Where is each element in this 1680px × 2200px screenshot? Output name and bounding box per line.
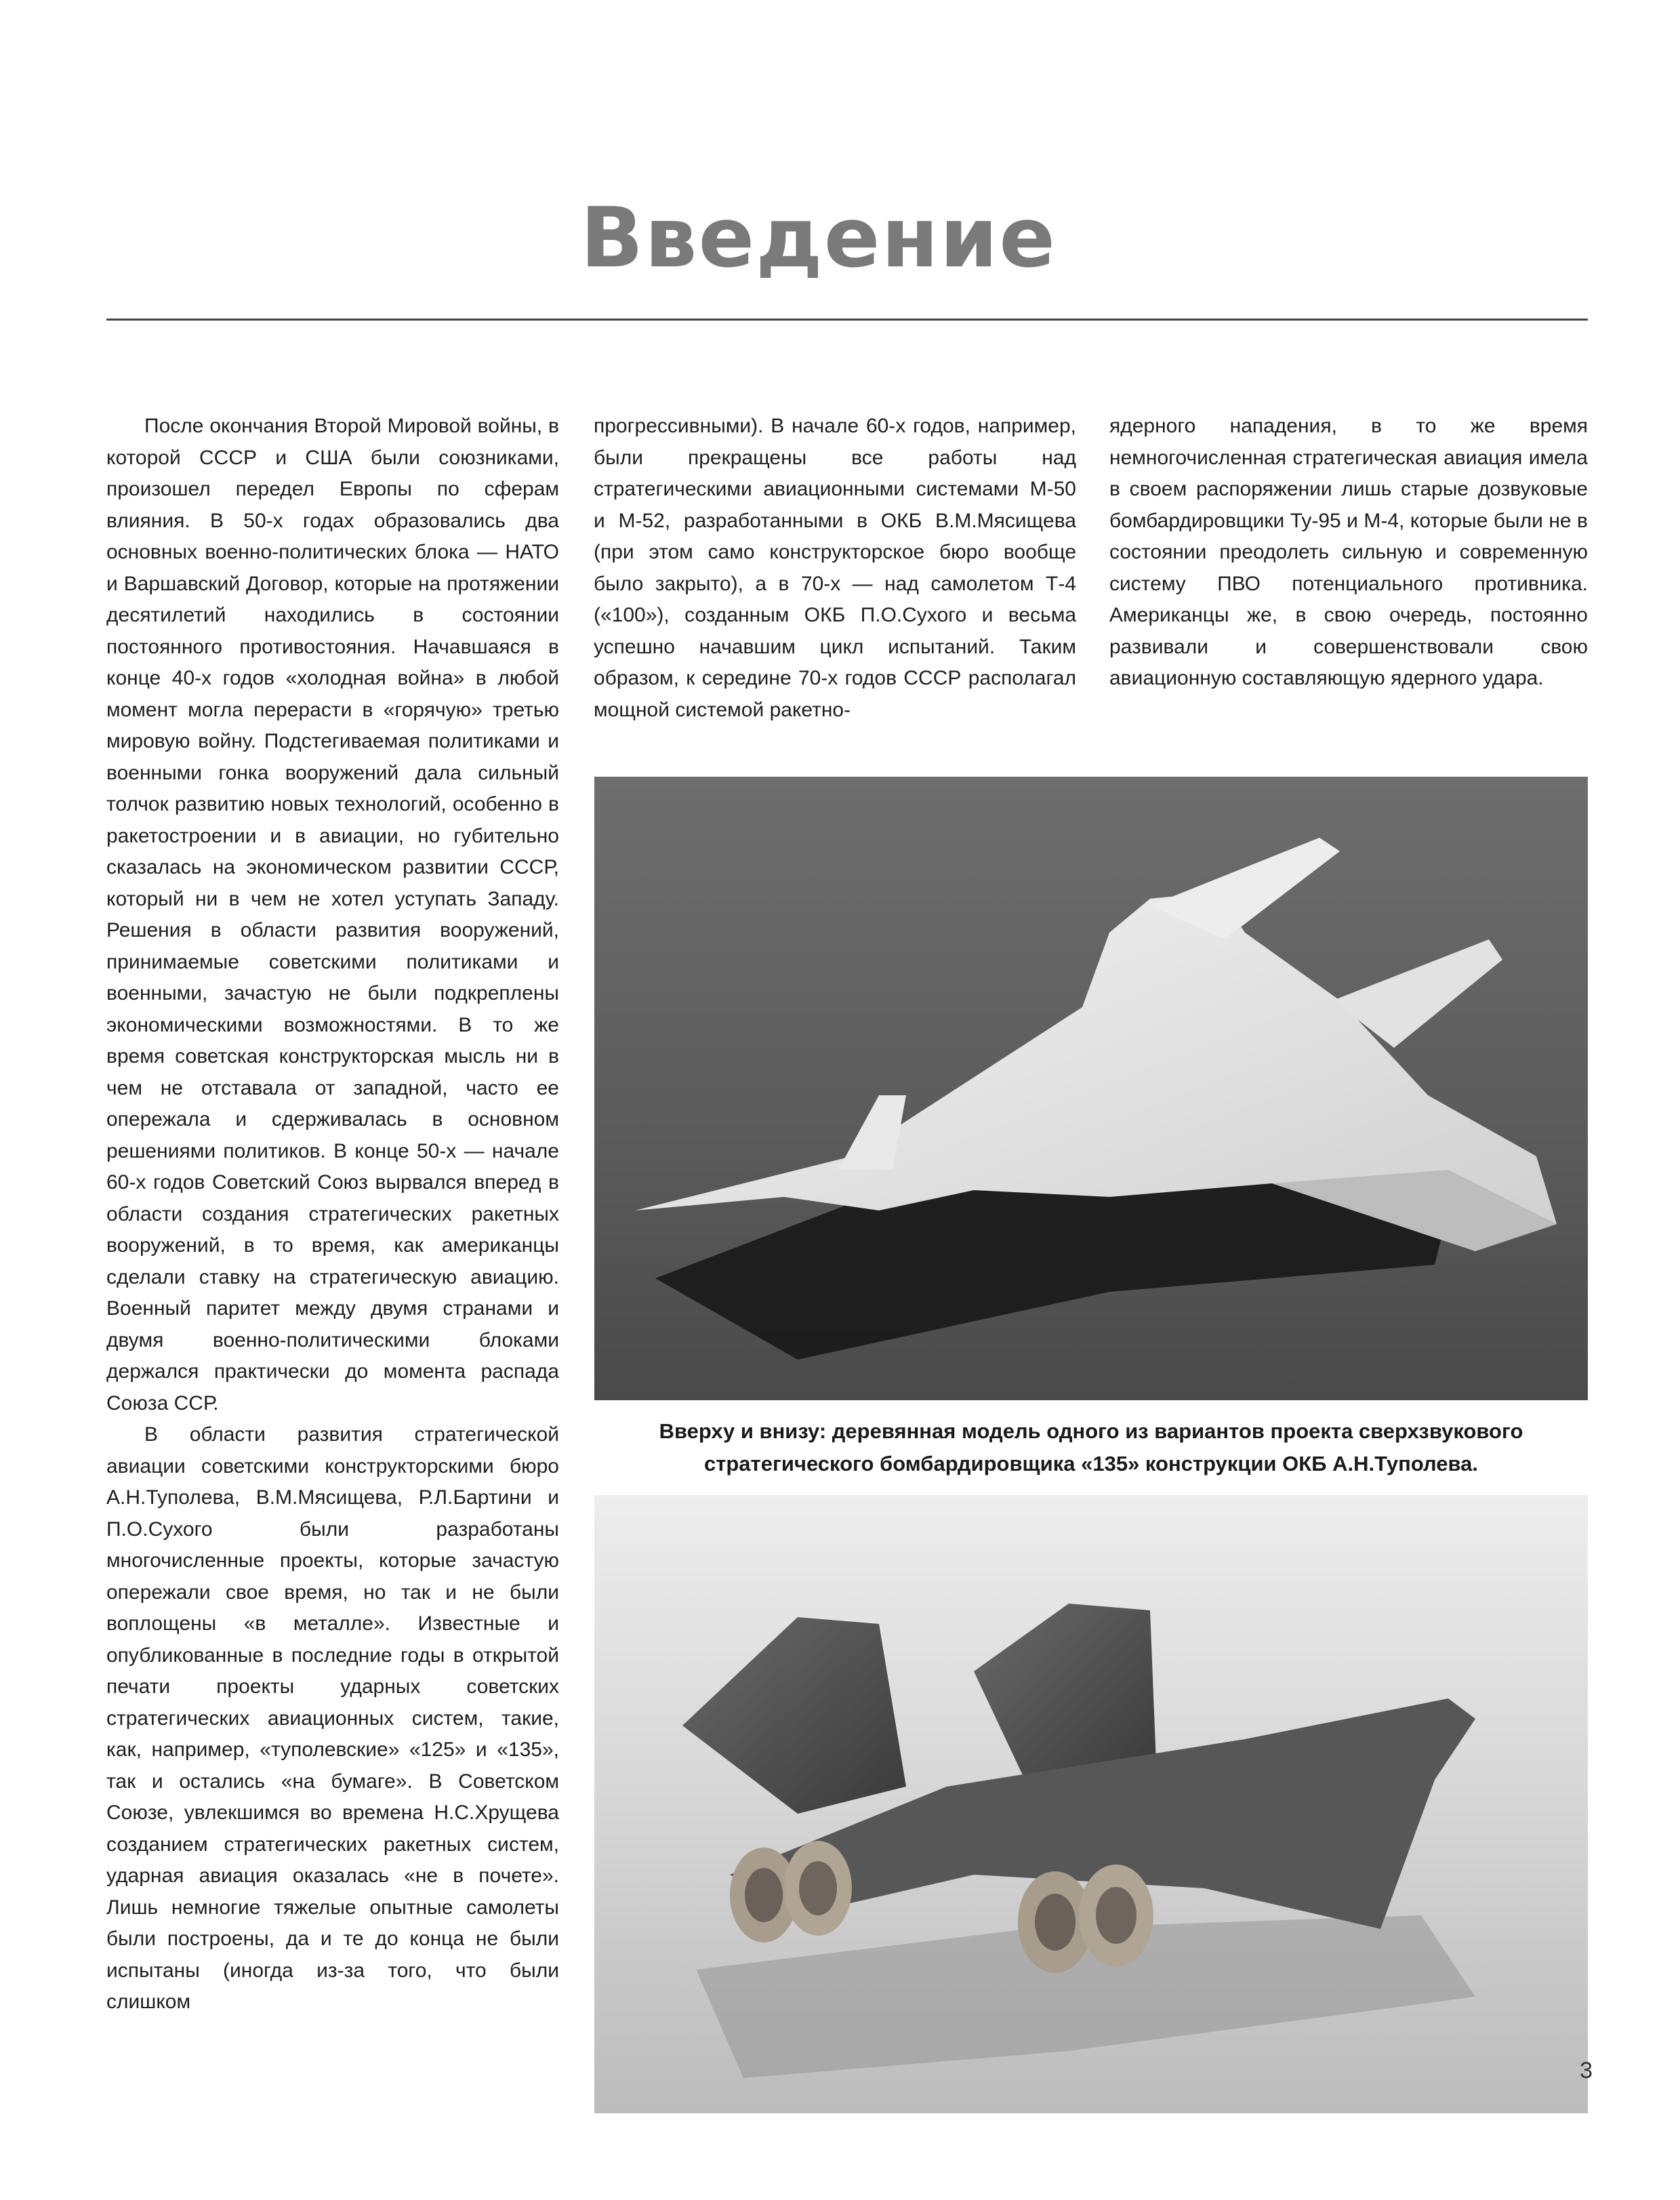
aircraft-model-illustration (594, 1495, 1588, 2113)
page-title: Введение (580, 190, 1057, 286)
photo-caption: Вверху и внизу: деревянная модель одного из вариантов проекта сверхзвукового стратегического бомбардировщика «135» конструкции ОКБ А.Н.Туполева. (659, 1419, 1523, 1475)
aircraft-model-illustration (594, 777, 1588, 1400)
paragraph: В области развития стратегической авиации советскими конструкторскими бюро А.Н.Туполева, В.М.Мясищева, Р.Л.Бартини и П.О.Сухого были разработаны многочисленные проекты, которые зачастую опережали свое время, но так и не были воплощены «в металле». Известные и опубликованные в последние годы в открытой печати проекты ударных советских стратегических авиационных систем, такие, как, например, «туполевские» «125» и «135», так и остались «на бумаге». В Советском Союзе, увлекшимся во времена Н.С.Хрущева созданием стратегических ракетных систем, ударная авиация оказалась «не в почете». Лишь немногие тяжелые опытные самолеты были построены, да и те до конца не были испытаны (иногда из-за того, что были слишком (106, 1423, 559, 2013)
photo-model-top (594, 777, 1588, 1400)
photo-model-bottom (594, 1495, 1588, 2113)
text-column-3 (1109, 411, 1588, 695)
paragraph: После окончания Второй Мировой войны, в которой СССР и США были союзниками, произошел передел Европы по сферам влияния. В 50-х годах образовались два основных военно-политических блока — НАТО и Варшавский Договор, которые на протяжении десятилетий находились в состоянии постоянного противостояния. Начавшаяся в конце 40-х годов «холодная война» в любой момент могла перерасти в «горячую» третью мировую войну. Подстегиваемая политиками и военными гонка вооружений дала сильный толчок развитию новых технологий, особенно в ракетостроении и в авиации, но губительно сказалась на экономическом развитии СССР, который ни в чем не хотел уступать Западу. Решения в области развития вооружений, принимаемые советскими политиками и военными, зачастую не были подкреплены экономическими возможностями. В то же время советская конструкторская мысль ни в чем не отставала от западной, часто ее опережала и сдерживалась в основном решениями политиков. В конце 50-х — начале 60-х годов Советский Союз вырвался вперед в области создания стратегических ракетных вооружений, в то время, как американцы сделали ставку на стратегическую авиацию. Военный паритет между двумя странами и двумя военно-политическими блоками держался практически до момента распада Союза ССР. (106, 415, 559, 1414)
paragraph: ядерного нападения, в то же время немногочисленная стратегическая авиация имела в своем распоряжении лишь старые дозвуковые бомбардировщики Ту-95 и М-4, которые были не в состоянии преодолеть сильную и современную систему ПВО потенциального противника. Американцы же, в свою очередь, постоянно развивали и совершенствовали свою авиационную составляющую ядерного удара. (1109, 415, 1588, 689)
text-column-1 (106, 411, 559, 2018)
title-rule (106, 319, 1588, 321)
paragraph: прогрессивными). В начале 60-х годов, например, были прекращены все работы над стратегическими авиационными системами М-50 и М-52, разработанными в ОКБ В.М.Мясищева (при этом само конструкторское бюро вообще было закрыто), а в 70-х — над самолетом Т-4 («100»), созданным ОКБ П.О.Сухого и весьма успешно начавшим цикл испытаний. Таким образом, к середине 70-х годов СССР располагал мощной системой ракетно- (594, 415, 1076, 721)
page-number: 3 (1580, 2058, 1593, 2083)
text-column-2 (594, 411, 1076, 726)
